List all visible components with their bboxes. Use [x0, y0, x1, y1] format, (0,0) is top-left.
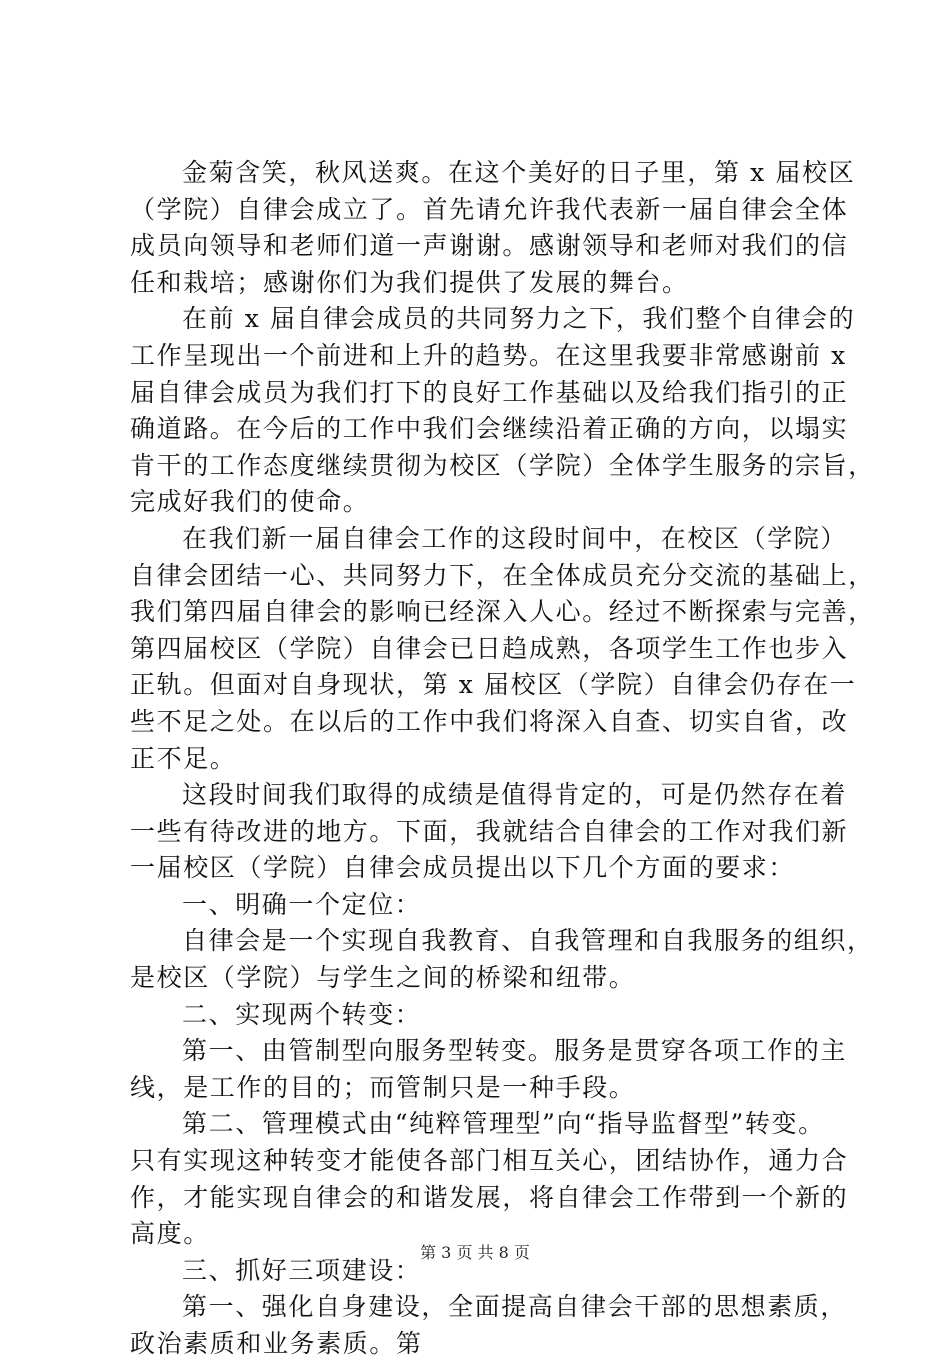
text-line: 只有实现这种转变才能使各部门相互关心，团结协作，通力合 [130, 1146, 849, 1176]
text-line: 自律会是一个实现自我教育、自我管理和自我服务的组织， [182, 926, 874, 956]
text-line: 肯干的工作态度继续贯彻为校区（学院）全体学生服务的宗旨， [130, 450, 875, 480]
text-line: （学院）自律会成立了。首先请允许我代表新一届自律会全体 [130, 194, 849, 224]
text-line: 线，是工作的目的；而管制只是一种手段。 [130, 1072, 636, 1102]
text-line: 高度。 [130, 1219, 210, 1249]
text-line: 一届校区（学院）自律会成员提出以下几个方面的要求： [130, 853, 796, 883]
document-body [130, 155, 875, 1363]
text-line: 政治素质和业务素质。第 [130, 1329, 423, 1358]
text-line: 我们第四届自律会的影响已经深入人心。经过不断探索与完善， [130, 597, 875, 627]
text-line: 第一、强化自身建设，全面提高自律会干部的思想素质， [182, 1292, 848, 1322]
text-line: 第一、由管制型向服务型转变。服务是贯穿各项工作的主 [182, 1036, 848, 1066]
page-footer: 第 3 页 共 8 页 [420, 1243, 530, 1262]
text-line: 工作呈现出一个前进和上升的趋势。在这里我要非常感谢前 x [130, 340, 847, 370]
text-line: 二、实现两个转变： [182, 999, 422, 1029]
text-line: 第四届校区（学院）自律会已日趋成熟，各项学生工作也步入 [130, 633, 849, 663]
text-line: 这段时间我们取得的成绩是值得肯定的，可是仍然存在着 [182, 780, 848, 810]
text-line: 自律会团结一心、共同努力下，在全体成员充分交流的基础上， [130, 560, 875, 590]
text-line: 完成好我们的使命。 [130, 487, 370, 517]
text-line: 一些有待改进的地方。下面，我就结合自律会的工作对我们新 [130, 816, 849, 846]
text-line: 第二、管理模式由“纯粹管理型”向“指导监督型”转变。 [182, 1109, 825, 1139]
text-line: 确道路。在今后的工作中我们会继续沿着正确的方向，以塌实 [130, 414, 849, 444]
text-line: 作，才能实现自律会的和谐发展，将自律会工作带到一个新的 [130, 1182, 849, 1212]
text-line: 正不足。 [130, 743, 237, 773]
text-line: 任和栽培；感谢你们为我们提供了发展的舞台。 [130, 267, 689, 297]
text-line: 是校区（学院）与学生之间的桥梁和纽带。 [130, 963, 636, 993]
text-line: 一、明确一个定位： [182, 889, 422, 919]
text-line: 金菊含笑，秋风送爽。在这个美好的日子里，第 x 届校区 [182, 158, 856, 187]
text-line: 在我们新一届自律会工作的这段时间中，在校区（学院） [182, 523, 848, 553]
text-line: 在前 x 届自律会成员的共同努力之下，我们整个自律会的 [182, 304, 856, 334]
text-line: 三、抓好三项建设： [182, 1255, 422, 1285]
text-line: 届自律会成员为我们打下的良好工作基础以及给我们指引的正 [130, 377, 849, 407]
text-line: 些不足之处。在以后的工作中我们将深入自查、切实自省，改 [130, 706, 849, 736]
text-line: 成员向领导和老师们道一声谢谢。感谢领导和老师对我们的信 [130, 231, 849, 261]
text-line: 正轨。但面对自身现状，第 x 届校区（学院）自律会仍存在一 [130, 670, 857, 700]
